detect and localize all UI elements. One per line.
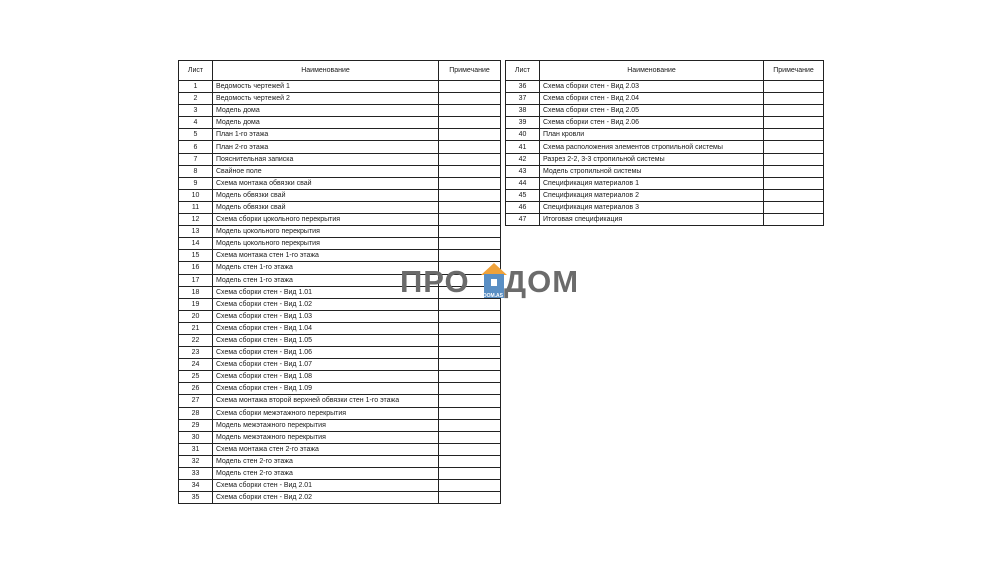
sheet-note <box>439 226 501 238</box>
sheet-name: Модель цокольного перекрытия <box>213 238 439 250</box>
sheet-name: Схема сборки стен - Вид 1.01 <box>213 286 439 298</box>
sheet-name: Схема сборки стен - Вид 1.07 <box>213 359 439 371</box>
table-row <box>179 141 501 153</box>
table-row <box>179 238 501 250</box>
table-row <box>179 347 501 359</box>
sheet-name: Модель стен 2-го этажа <box>213 468 439 480</box>
sheet-number: 7 <box>179 153 213 165</box>
sheet-note <box>439 310 501 322</box>
table-row <box>506 105 824 117</box>
sheet-name: Итоговая спецификация <box>540 214 764 226</box>
table-row <box>179 214 501 226</box>
sheet-name: Модель стен 1-го этажа <box>213 274 439 286</box>
table-row <box>179 371 501 383</box>
sheet-number: 28 <box>179 407 213 419</box>
sheet-name: Схема сборки стен - Вид 1.02 <box>213 298 439 310</box>
header-name: Наименование <box>540 61 764 81</box>
sheet-note <box>764 117 824 129</box>
sheet-note <box>439 250 501 262</box>
table-row <box>179 322 501 334</box>
sheet-number: 18 <box>179 286 213 298</box>
sheet-name: Схема монтажа второй верхней обвязки стен 1-го этажа <box>213 395 439 407</box>
sheet-note <box>764 105 824 117</box>
sheet-note <box>439 468 501 480</box>
table-row <box>506 201 824 213</box>
table-row <box>506 189 824 201</box>
sheet-name: Ведомость чертежей 2 <box>213 93 439 105</box>
table-row <box>179 383 501 395</box>
sheet-name: Модель стропильной системы <box>540 165 764 177</box>
sheet-number: 31 <box>179 443 213 455</box>
table-row <box>179 81 501 93</box>
sheet-note <box>764 214 824 226</box>
sheet-number: 15 <box>179 250 213 262</box>
sheet-name: Схема сборки стен - Вид 2.03 <box>540 81 764 93</box>
table-header-row <box>179 61 501 81</box>
table-row <box>179 431 501 443</box>
sheet-name: План кровли <box>540 129 764 141</box>
sheet-note <box>439 347 501 359</box>
sheet-number: 38 <box>506 105 540 117</box>
sheet-number: 47 <box>506 214 540 226</box>
drawings-list-table-right <box>505 60 824 226</box>
table-row <box>179 117 501 129</box>
sheet-number: 21 <box>179 322 213 334</box>
sheet-name: Схема сборки стен - Вид 1.03 <box>213 310 439 322</box>
sheet-name: План 1-го этажа <box>213 129 439 141</box>
sheet-note <box>764 81 824 93</box>
sheet-note <box>764 93 824 105</box>
table-row <box>179 105 501 117</box>
table-row <box>506 153 824 165</box>
sheet-number: 10 <box>179 189 213 201</box>
sheet-number: 20 <box>179 310 213 322</box>
sheet-number: 11 <box>179 201 213 213</box>
header-sheet: Лист <box>506 61 540 81</box>
sheet-name: Схема сборки стен - Вид 2.01 <box>213 480 439 492</box>
table-row <box>506 141 824 153</box>
watermark-subtext: DOM.AS <box>483 293 503 299</box>
sheet-name: Модель дома <box>213 117 439 129</box>
sheet-note <box>439 359 501 371</box>
table-row <box>506 177 824 189</box>
sheet-note <box>439 492 501 504</box>
sheet-number: 23 <box>179 347 213 359</box>
sheet-note <box>439 407 501 419</box>
sheet-name: Схема сборки стен - Вид 1.08 <box>213 371 439 383</box>
sheet-note <box>439 129 501 141</box>
sheet-number: 9 <box>179 177 213 189</box>
sheet-number: 1 <box>179 81 213 93</box>
sheet-note <box>439 443 501 455</box>
sheet-number: 26 <box>179 383 213 395</box>
sheet-number: 37 <box>506 93 540 105</box>
watermark-text-left: ПРО <box>400 264 470 299</box>
sheet-name: Схема монтажа обвязки свай <box>213 177 439 189</box>
sheet-note <box>439 81 501 93</box>
sheet-note <box>439 153 501 165</box>
sheet-note <box>439 93 501 105</box>
sheet-name: Схема сборки стен - Вид 2.06 <box>540 117 764 129</box>
sheet-number: 17 <box>179 274 213 286</box>
sheet-number: 46 <box>506 201 540 213</box>
sheet-name: Спецификация материалов 2 <box>540 189 764 201</box>
sheet-note <box>439 165 501 177</box>
header-sheet: Лист <box>179 61 213 81</box>
sheet-note <box>764 189 824 201</box>
sheet-name: Схема монтажа стен 2-го этажа <box>213 443 439 455</box>
sheet-name: Схема сборки стен - Вид 2.02 <box>213 492 439 504</box>
sheet-name: Пояснительная записка <box>213 153 439 165</box>
sheet-number: 12 <box>179 214 213 226</box>
table-row <box>506 117 824 129</box>
sheet-name: Разрез 2-2, 3-3 стропильной системы <box>540 153 764 165</box>
sheet-number: 19 <box>179 298 213 310</box>
table-row <box>179 189 501 201</box>
table-row <box>179 492 501 504</box>
sheet-note <box>764 201 824 213</box>
sheet-name: Схема сборки стен - Вид 1.05 <box>213 334 439 346</box>
sheet-name: Схема сборки стен - Вид 1.04 <box>213 322 439 334</box>
table-row <box>179 407 501 419</box>
sheet-number: 36 <box>506 81 540 93</box>
sheet-number: 39 <box>506 117 540 129</box>
sheet-note <box>439 238 501 250</box>
sheet-number: 3 <box>179 105 213 117</box>
sheet-name: План 2-го этажа <box>213 141 439 153</box>
sheet-note <box>439 431 501 443</box>
table-row <box>506 93 824 105</box>
sheet-number: 14 <box>179 238 213 250</box>
sheet-number: 30 <box>179 431 213 443</box>
sheet-note <box>764 141 824 153</box>
table-row <box>179 250 501 262</box>
sheet-note <box>439 455 501 467</box>
sheet-name: Схема монтажа стен 1-го этажа <box>213 250 439 262</box>
sheet-note <box>439 419 501 431</box>
sheet-number: 8 <box>179 165 213 177</box>
sheet-name: Модель обвязки свай <box>213 189 439 201</box>
sheet-number: 34 <box>179 480 213 492</box>
table-row <box>179 201 501 213</box>
sheet-name: Схема сборки стен - Вид 2.05 <box>540 105 764 117</box>
sheet-note <box>439 189 501 201</box>
sheet-number: 24 <box>179 359 213 371</box>
sheet-note <box>439 141 501 153</box>
watermark-logo <box>400 262 600 304</box>
sheet-number: 29 <box>179 419 213 431</box>
sheet-number: 5 <box>179 129 213 141</box>
sheet-name: Модель межэтажного перекрытия <box>213 431 439 443</box>
sheet-name: Схема сборки стен - Вид 2.04 <box>540 93 764 105</box>
sheet-number: 25 <box>179 371 213 383</box>
sheet-number: 16 <box>179 262 213 274</box>
sheet-number: 2 <box>179 93 213 105</box>
sheet-name: Модель стен 2-го этажа <box>213 455 439 467</box>
table-row <box>506 214 824 226</box>
sheet-number: 27 <box>179 395 213 407</box>
sheet-name: Модель дома <box>213 105 439 117</box>
table-row <box>179 480 501 492</box>
table-header-row <box>506 61 824 81</box>
sheet-name: Схема расположения элементов стропильной системы <box>540 141 764 153</box>
sheet-name: Ведомость чертежей 1 <box>213 81 439 93</box>
sheet-name: Схема сборки стен - Вид 1.09 <box>213 383 439 395</box>
table-row <box>179 334 501 346</box>
table-row <box>179 359 501 371</box>
sheet-number: 33 <box>179 468 213 480</box>
table-row <box>179 177 501 189</box>
sheet-number: 35 <box>179 492 213 504</box>
table-row <box>179 153 501 165</box>
sheet-number: 4 <box>179 117 213 129</box>
sheet-name: Спецификация материалов 3 <box>540 201 764 213</box>
sheet-name: Модель цокольного перекрытия <box>213 226 439 238</box>
sheet-note <box>439 334 501 346</box>
table-row <box>506 129 824 141</box>
table-row <box>179 395 501 407</box>
table-row <box>179 129 501 141</box>
sheet-name: Схема сборки цокольного перекрытия <box>213 214 439 226</box>
sheet-note <box>439 201 501 213</box>
sheet-number: 40 <box>506 129 540 141</box>
sheet-number: 6 <box>179 141 213 153</box>
sheet-number: 43 <box>506 165 540 177</box>
sheet-number: 42 <box>506 153 540 165</box>
table-row <box>179 93 501 105</box>
sheet-note <box>764 177 824 189</box>
sheet-note <box>764 165 824 177</box>
sheet-note <box>439 383 501 395</box>
sheet-note <box>439 322 501 334</box>
table-row <box>179 468 501 480</box>
sheet-name: Свайное поле <box>213 165 439 177</box>
sheet-number: 45 <box>506 189 540 201</box>
sheet-number: 44 <box>506 177 540 189</box>
header-name: Наименование <box>213 61 439 81</box>
table-row <box>506 81 824 93</box>
sheet-note <box>439 117 501 129</box>
header-note: Примечание <box>439 61 501 81</box>
sheet-number: 13 <box>179 226 213 238</box>
sheet-name: Схема сборки межэтажного перекрытия <box>213 407 439 419</box>
sheet-note <box>764 129 824 141</box>
table-row <box>179 455 501 467</box>
watermark-text-right: ДОМ <box>504 264 580 299</box>
sheet-note <box>764 153 824 165</box>
sheet-name: Спецификация материалов 1 <box>540 177 764 189</box>
sheet-number: 32 <box>179 455 213 467</box>
sheet-name: Модель обвязки свай <box>213 201 439 213</box>
sheet-note <box>439 371 501 383</box>
sheet-note <box>439 480 501 492</box>
sheet-name: Модель межэтажного перекрытия <box>213 419 439 431</box>
table-row <box>179 310 501 322</box>
sheet-note <box>439 105 501 117</box>
sheet-note <box>439 214 501 226</box>
header-note: Примечание <box>764 61 824 81</box>
table-row <box>506 165 824 177</box>
sheet-name: Схема сборки стен - Вид 1.06 <box>213 347 439 359</box>
sheet-note <box>439 395 501 407</box>
sheet-name: Модель стен 1-го этажа <box>213 262 439 274</box>
table-row <box>179 226 501 238</box>
sheet-number: 41 <box>506 141 540 153</box>
sheet-note <box>439 177 501 189</box>
sheet-number: 22 <box>179 334 213 346</box>
table-row <box>179 419 501 431</box>
table-row <box>179 443 501 455</box>
table-row <box>179 165 501 177</box>
